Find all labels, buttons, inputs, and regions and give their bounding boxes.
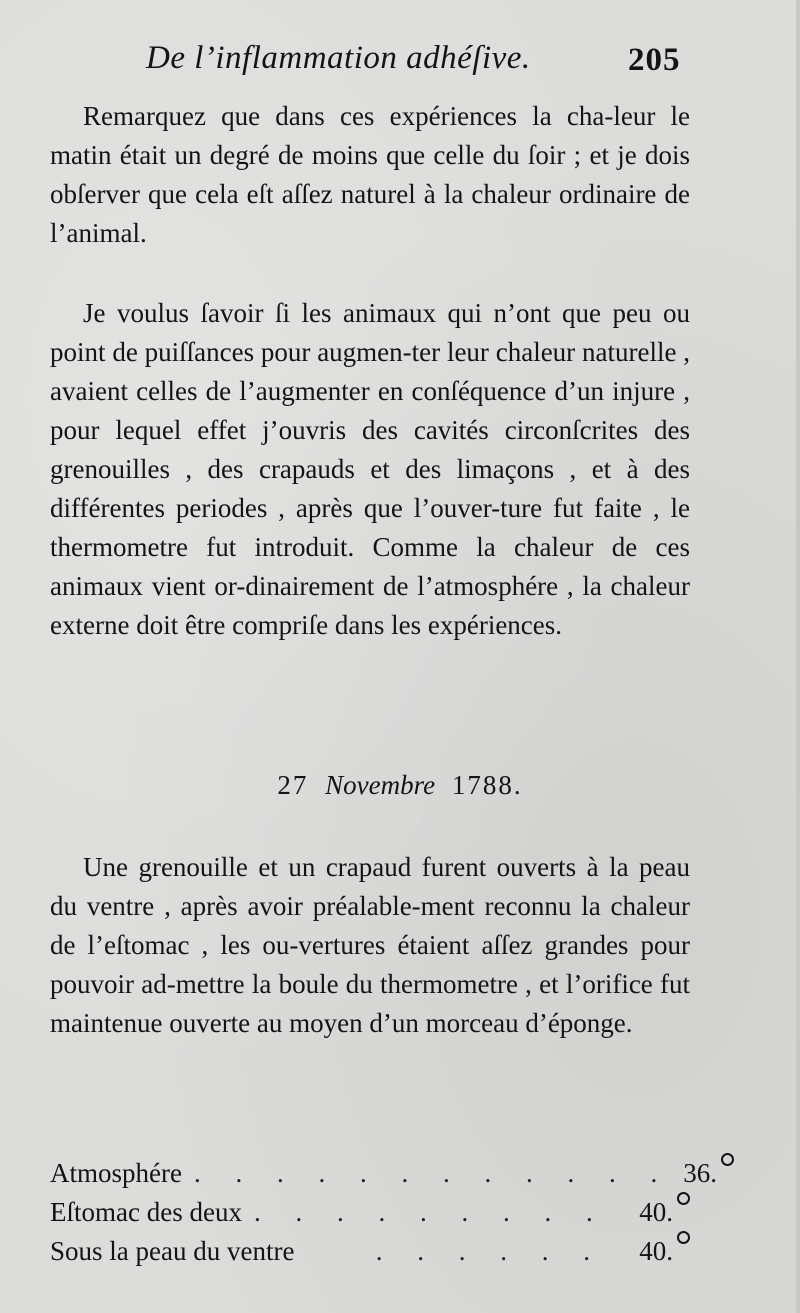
date-month: Novembre [325,770,436,800]
reading-value-number: 40. [639,1236,673,1266]
reading-row [50,1236,690,1275]
leader-dots: . . . . . . . . . [253,1197,607,1227]
reading-value-number: 40. [639,1197,673,1227]
reading-row [50,1197,690,1236]
degree-icon [677,1192,690,1205]
date-day: 27 [277,770,309,800]
temperature-readings [50,1158,717,1275]
dateline [0,770,800,801]
page-number: 205 [628,42,681,78]
reading-label: Sous la peau du ventre [50,1236,295,1266]
reading-label: Eſtomac des deux [50,1197,242,1227]
page-header [0,40,800,90]
paragraph-1: Remarquez que dans ces expériences la cha-leur le matin était un degré de moins que celle du ſoir ; et je dois obſerver que cela eſt aſſez naturel à la chaleur ordinaire de l’animal. [50,101,690,248]
reading-value [619,1197,690,1228]
degree-icon [677,1231,690,1244]
paragraph-3: Une grenouille et un crapaud furent ouverts à la peau du ventre , après avoir préalable-ment reconnu la chaleur de l’eſtomac , les ou-vertures étaient aſſez grandes pour pouvoir ad-mettre la boule du thermometre , et l’orifice fut maintenue ouverte au moyen d’un morceau d’éponge. [50,852,690,1038]
degree-icon [721,1153,734,1166]
reading-value [616,1236,690,1267]
reading-row [50,1158,717,1197]
leader-dots: . . . . . . [375,1236,604,1266]
date-year: 1788. [451,770,523,800]
reading-value-number: 36. [683,1158,717,1188]
reading-value [683,1158,734,1189]
reading-label: Atmosphére [50,1158,182,1188]
paragraph-2: Je voulus ſavoir ſi les animaux qui n’ont que peu ou point de puiſſances pour augmen-ter leur chaleur naturelle , avaient celles de l’augmenter en conſéquence d’un injure , pour lequel effet j’ouvris des cavités circonſcrites des grenouilles , des crapauds et des limaçons , et à des différentes periodes , après que l’ouver-ture fut faite , le thermometre fut introduit. Comme la chaleur de ces animaux vient or-dinairement de l’atmosphére , la chaleur externe doit être compriſe dans les expériences. [50,298,690,640]
leader-dots: . . . . . . . . . . . . [193,1158,672,1188]
running-title: De l’inflammation adhéſive. [146,40,531,76]
